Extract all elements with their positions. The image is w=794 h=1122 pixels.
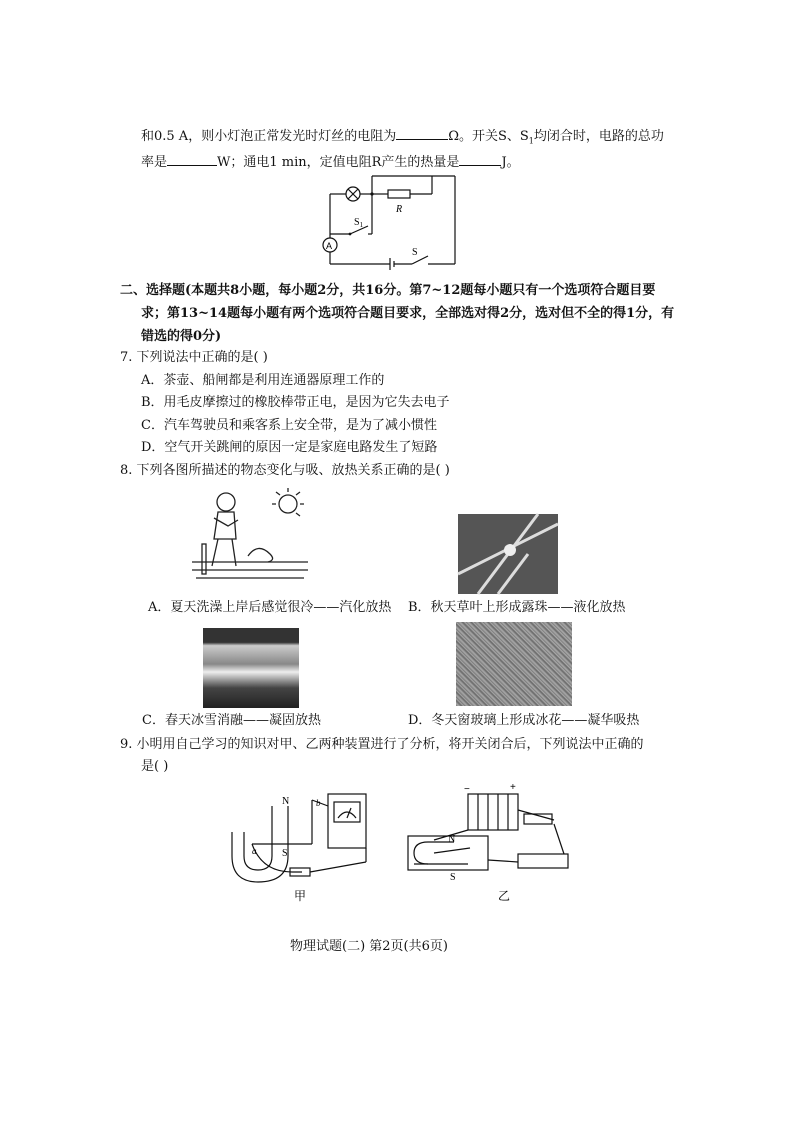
section2-line3: 错选的得0分) [141, 329, 222, 344]
answer-blank-heat [459, 153, 501, 166]
q7-option-d: D．空气开关跳闸的原因一定是家庭电路发生了短路 [141, 440, 438, 455]
switch-s1-label: $S_1$ [354, 217, 364, 229]
switch-s-label: S [412, 247, 418, 258]
q8-option-d: D．冬天窗玻璃上形成冰花——凝华吸热 [408, 713, 640, 728]
horseshoe-magnet-jia [244, 806, 272, 870]
section2-line1: 二、选择题(本题共8小题，每小题2分，共16分。第7~12题每小题只有一个选项符合题目要 [120, 283, 656, 298]
q6-text-d: 率是 [141, 155, 168, 170]
ammeter-label: A [326, 241, 333, 251]
page-footer: 物理试题(二) 第2页(共6页) [290, 939, 448, 954]
battery-pack-icon [468, 794, 518, 830]
q9-stem-line1: 9. 小明用自己学习的知识对甲、乙两种装置进行了分析，将开关闭合后，下列说法中正确的 [120, 737, 644, 752]
melting-snow-photo [203, 628, 299, 708]
dew-grass-photo [458, 514, 558, 594]
q7-option-c: C．汽车驾驶员和乘客系上安全带，是为了减小惯性 [141, 418, 437, 433]
q6-text-e: W；通电1 min，定值电阻R产生的热量是 [217, 155, 460, 170]
q6-text-b: Ω。开关S、S [448, 129, 529, 144]
figure-jia [232, 792, 382, 902]
yi-plus-label: + [510, 782, 516, 793]
section2-line2: 求；第13~14题每小题有两个选项符合题目要求，全部选对得2分，选对但不全的得1分，有 [141, 306, 675, 321]
jia-a-label: a [252, 846, 257, 856]
q8-option-c: C．春天冰雪消融——凝固放热 [142, 713, 321, 728]
answer-blank-power [167, 153, 217, 166]
yi-minus-label: − [464, 784, 470, 795]
jia-s-label: S [282, 848, 288, 859]
q6-text-f: J。 [501, 155, 520, 170]
figure-yi [404, 780, 574, 902]
q6-line1 [141, 127, 664, 151]
caption-yi: 乙 [498, 889, 511, 903]
dew-grass-lines [458, 514, 558, 594]
q8-option-b: B．秋天草叶上形成露珠——液化放热 [408, 600, 626, 615]
q7-option-b: B．用毛皮摩擦过的橡胶棒带正电，是因为它失去电子 [141, 395, 450, 410]
swimmer-illustration [188, 484, 318, 582]
circuit-diagram [320, 172, 460, 268]
q6-text-a: 和0.5 A，则小灯泡正常发光时灯丝的电阻为 [141, 129, 397, 144]
q6-text-c: 均闭合时，电路的总功 [533, 129, 664, 144]
resistor-icon [388, 190, 410, 198]
horseshoe-magnet-yi [414, 842, 468, 864]
yi-n-label: N [448, 834, 456, 845]
q7-option-a: A．茶壶、船闸都是利用连通器原理工作的 [141, 373, 385, 388]
rheostat-icon [518, 854, 568, 868]
q8-stem: 8. 下列各图所描述的物态变化与吸、放热关系正确的是( ) [120, 463, 450, 478]
q8-option-a: A．夏天洗澡上岸后感觉很冷——汽化放热 [148, 600, 392, 615]
jia-b-label: b [316, 798, 321, 808]
caption-jia: 甲 [294, 889, 307, 903]
frost-window-photo [456, 622, 572, 706]
yi-s-label: S [450, 872, 456, 883]
q7-stem: 7. 下列说法中正确的是( ) [120, 350, 268, 365]
q6-line2 [141, 153, 520, 172]
q6-sub: 1 [528, 136, 534, 146]
jia-n-label: N [282, 796, 290, 807]
q9-stem-line2: 是( ) [141, 759, 169, 774]
resistor-label: R [396, 204, 403, 215]
answer-blank-resistance [396, 127, 448, 140]
